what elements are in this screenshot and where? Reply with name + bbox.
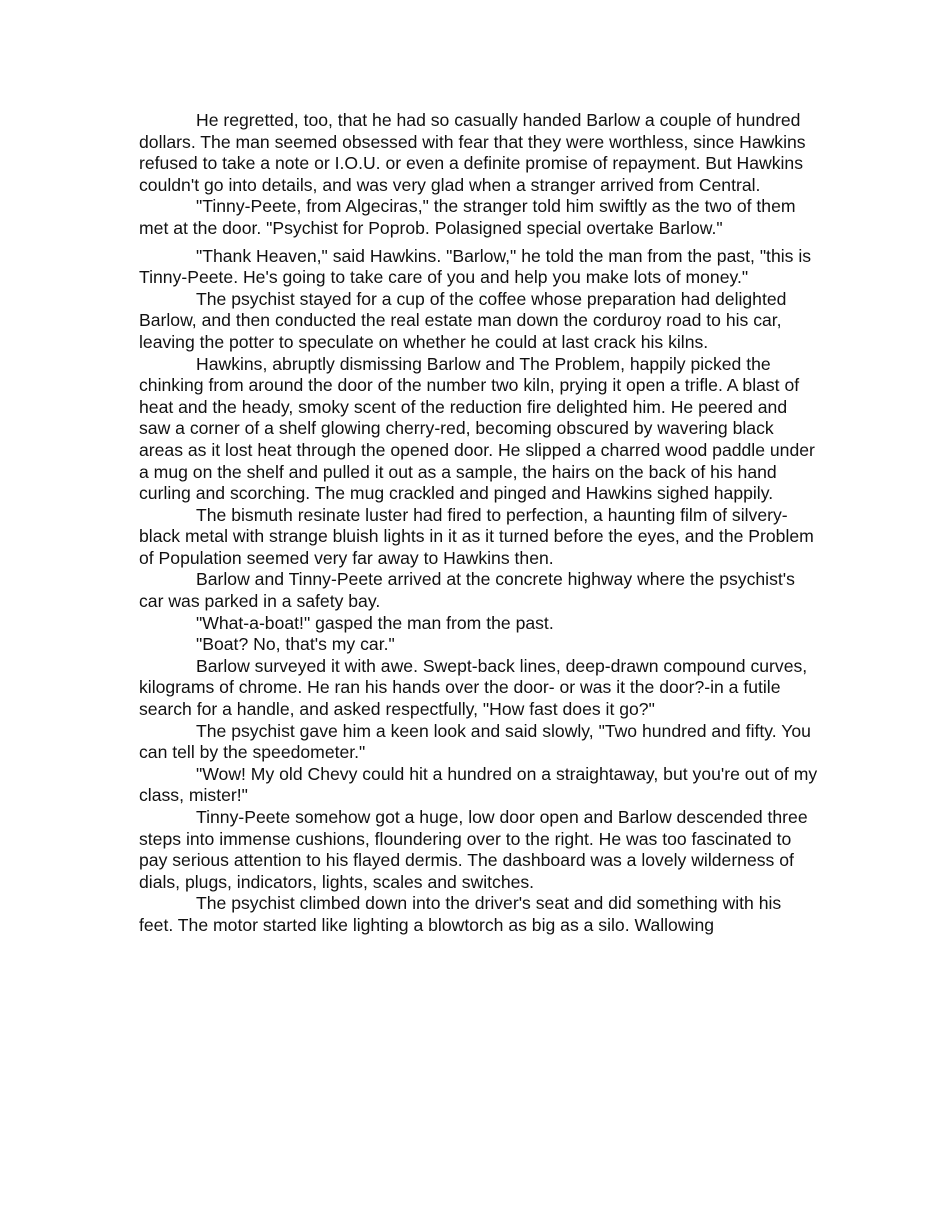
- paragraph-1: He regretted, too, that he had so casually handed Barlow a couple of hundred dollars. The man seemed obsessed with fear that they were worthless, since Hawkins refused to take a note or I.O.U. or even a definite promise of repayment. But Hawkins couldn't go into details, and was very glad when a stranger arrived from Central.: [139, 110, 806, 195]
- paragraph-6: The bismuth resinate luster had fired to perfection, a haunting film of silvery-black metal with strange bluish lights in it as it turned before the eyes, and the Problem of Population seemed very far away to Hawkins then.: [139, 504, 814, 568]
- paragraph-12: "Wow! My old Chevy could hit a hundred on a straightaway, but you're out of my class, mister!": [139, 763, 818, 806]
- paragraph-9: "Boat? No, that's my car.": [196, 634, 395, 655]
- paragraph-8: "What-a-boat!" gasped the man from the past.: [196, 612, 554, 633]
- paragraph-14: The psychist climbed down into the driver's seat and did something with his feet. The motor started like lighting a blowtorch as big as a silo. Wallowing: [139, 893, 782, 935]
- paragraph-3: "Thank Heaven," said Hawkins. "Barlow," he told the man from the past, "this is Tinny-Peete. He's going to take care of you and help you make lots of money.": [139, 245, 812, 288]
- paragraph-2: "Tinny-Peete, from Algeciras," the stranger told him swiftly as the two of them met at the door. "Psychist for Poprob. Polasigned special overtake Barlow.": [139, 196, 796, 238]
- paragraph-10: Barlow surveyed it with awe. Swept-back lines, deep-drawn compound curves, kilograms of chrome. He ran his hands over the door- or was it the door?-in a futile search for a handle, and asked respectfully, "How fast does it go?": [139, 655, 808, 720]
- paragraph-7: Barlow and Tinny-Peete arrived at the concrete highway where the psychist's car was parked in a safety bay.: [139, 569, 795, 612]
- paragraph-11: The psychist gave him a keen look and said slowly, "Two hundred and fifty. You can tell by the speedometer.": [139, 720, 811, 763]
- paragraph-5: Hawkins, abruptly dismissing Barlow and The Problem, happily picked the chinking from around the door of the number two kiln, prying it open a trifle. A blast of heat and the heady, smoky scent of the reduction fire delighted him. He peered and saw a corner of a shelf glowing cherry-red, becoming obscured by wavering black areas as it lost heat through the opened door. He slipped a charred wood paddle under a mug on the shelf and pulled it out as a sample, the hairs on the back of his hand curling and scorching. The mug crackled and pinged and Hawkins sighed happily.: [139, 353, 815, 504]
- body-text: [139, 110, 819, 937]
- paragraph-13: Tinny-Peete somehow got a huge, low door open and Barlow descended three steps into immense cushions, floundering over to the right. He was too fascinated to pay serious attention to his flayed dermis. The dashboard was a lovely wilderness of dials, plugs, indicators, lights, scales and switches.: [139, 807, 808, 892]
- paragraph-4: The psychist stayed for a cup of the coffee whose preparation had delighted Barlow, and then conducted the real estate man down the corduroy road to his car, leaving the potter to speculate on whether he could at last crack his kilns.: [139, 288, 787, 352]
